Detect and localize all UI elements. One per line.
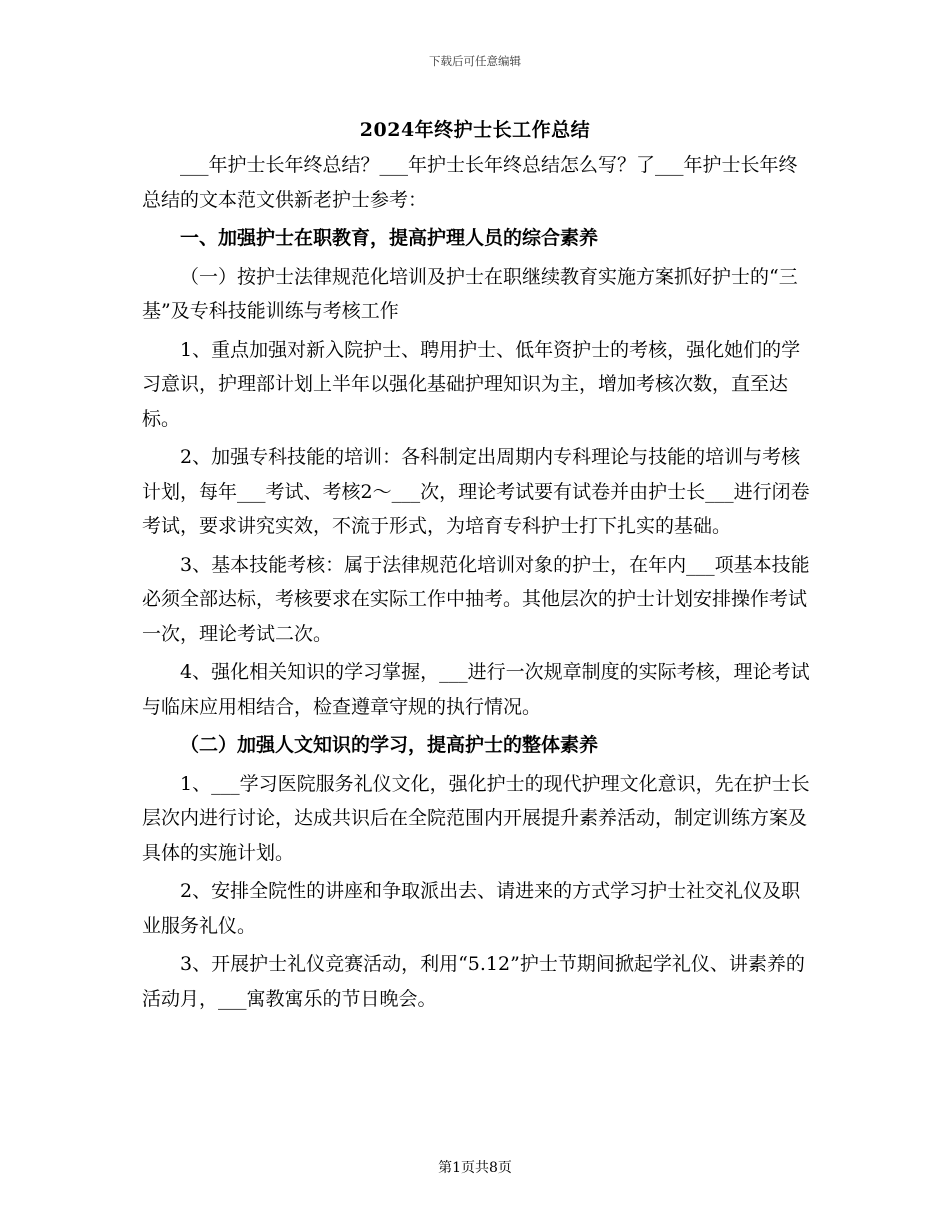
subsection-heading-1: （一）按护士法律规范化培训及护士在职继续教育实施方案抓好护士的“三基”及专科技能训练与考核工作 (142, 265, 798, 322)
list-item: 3、开展护士礼仪竞赛活动，利用“5.12”护士节期间掀起学礼仪、讲素养的活动月，___寓教寓乐的节日晚会。 (142, 953, 805, 1010)
list-item: 2、安排全院性的讲座和争取派出去、请进来的方式学习护士社交礼仪及职业服务礼仪。 (142, 880, 801, 937)
document-body (142, 148, 814, 1016)
intro-paragraph: ___年护士长年终总结？___年护士长年终总结怎么写？了___年护士长年终总结的文本范文供新老护士参考： (142, 154, 798, 211)
list-item: 1、___学习医院服务礼仪文化，强化护士的现代护理文化意识，先在护士长层次内进行讨论，达成共识后在全院范围内开展提升素养活动，制定训练方案及具体的实施计划。 (142, 772, 810, 864)
header-note: 下载后可任意编辑 (429, 54, 521, 68)
document-title: 2024年终护士长工作总结 (359, 119, 591, 141)
subsection-heading-2: （二）加强人文知识的学习，提高护士的整体素养 (180, 734, 599, 756)
list-item: 4、强化相关知识的学习掌握，___进行一次规章制度的实际考核，理论考试与临床应用相结合，检查遵章守规的执行情况。 (142, 661, 810, 718)
section-heading-1: 一、加强护士在职教育，提高护理人员的综合素养 (180, 227, 599, 249)
list-item: 1、重点加强对新入院护士、聘用护士、低年资护士的考核，强化她们的学习意识，护理部计划上半年以强化基础护理知识为主，增加考核次数，直至达标。 (142, 338, 801, 430)
page-indicator: 第1页共8页 (438, 1160, 512, 1176)
list-item: 2、加强专科技能的培训：各科制定出周期内专科理论与技能的培训与考核计划，每年___考试、考核2～___次，理论考试要有试卷并由护士长___进行闭卷考试，要求讲究实效，不流于形式，为培育专科护士打下扎实的基础。 (142, 446, 810, 537)
list-item: 3、基本技能考核：属于法律规范化培训对象的护士，在年内___项基本技能必须全部达标，考核要求在实际工作中抽考。其他层次的护士计划安排操作考试一次，理论考试二次。 (142, 553, 810, 645)
